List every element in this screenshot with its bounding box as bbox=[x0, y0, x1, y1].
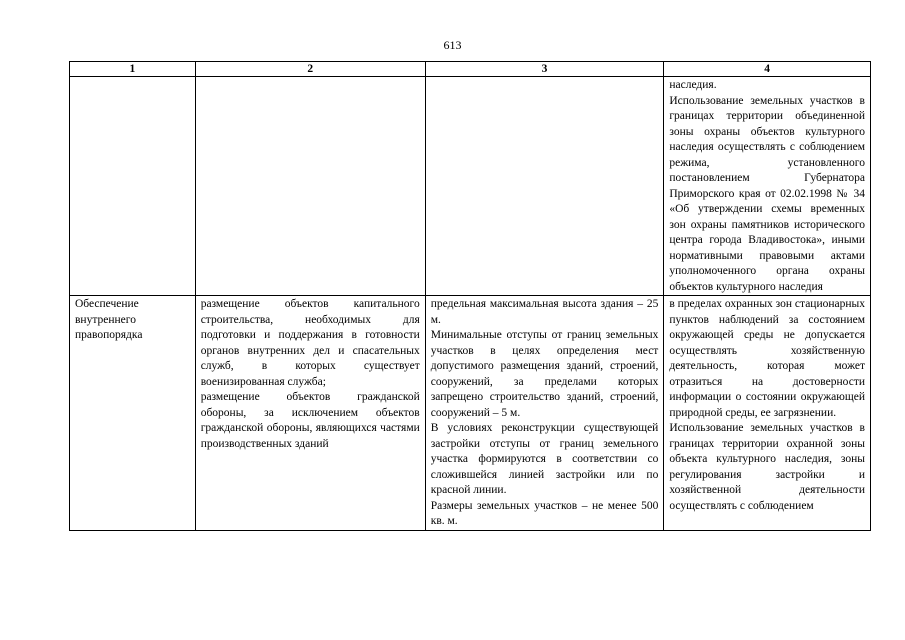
row2-col3-paragraph: Минимальные отступы от границ земельных участков в целях определения мест допустимого размещения зданий, строений, сооружений, за пределами которых запрещено строительство зданий, строений, сооружений – 5 м. bbox=[430, 329, 659, 419]
row1-col4-cell bbox=[664, 77, 871, 296]
page-number: 613 bbox=[443, 38, 462, 52]
header-col-2: 2 bbox=[195, 62, 425, 77]
header-col-4: 4 bbox=[664, 62, 871, 77]
row1-col3-cell bbox=[425, 77, 664, 296]
table-row bbox=[70, 77, 871, 296]
table-row bbox=[70, 296, 871, 531]
row2-col3-paragraph: Размеры земельных участков – не менее 500 кв. м. bbox=[430, 499, 659, 527]
row1-col4-paragraph: наследия. bbox=[669, 79, 717, 91]
header-col-3: 3 bbox=[425, 62, 664, 77]
zoning-table bbox=[69, 61, 871, 531]
row2-col3-paragraph: В условиях реконструкции существующей застройки отступы от границ земельного участка формируются в соответствии со сложившейся линией застройки или по красной линии. bbox=[430, 422, 659, 496]
table-header-row bbox=[70, 62, 871, 77]
row2-col2-paragraph: размещение объектов капитального строительства, необходимых для подготовки и поддержания в готовности органов внутренних дел и спасательных служб, в которых существует военизированная служба; bbox=[200, 298, 420, 388]
row2-col3-paragraph: предельная максимальная высота здания – 25 м. bbox=[430, 298, 659, 326]
row1-col2-cell bbox=[195, 77, 425, 296]
row2-col4-cell bbox=[664, 296, 871, 531]
header-col-1: 1 bbox=[70, 62, 196, 77]
row2-col2-cell bbox=[195, 296, 425, 531]
row2-col3-cell bbox=[425, 296, 664, 531]
row1-col4-paragraph: Использование земельных участков в границах территории объединенной зоны охраны объектов культурного наследия осуществлять с соблюдением режима, установленного постановлением Губернатора Приморского края от 02.02.1998 № 34 «Об утверждении схемы временных зон охраны памятников исторического центра города Владивостока», иными нормативными правовыми актами уполномоченного органа охраны объектов культурного наследия bbox=[669, 94, 865, 293]
row2-col4-paragraph: Использование земельных участков в границах территории охранной зоны объекта культурного наследия, зоны регулирования застройки и хозяйственной деятельности осуществлять с соблюдением bbox=[669, 422, 865, 512]
row2-use-name-cell: Обеспечение внутреннего правопорядка bbox=[70, 296, 196, 531]
row1-col1-cell bbox=[70, 77, 196, 296]
row2-col2-paragraph: размещение объектов гражданской обороны, за исключением объектов гражданской обороны, являющихся частями производственных зданий bbox=[200, 391, 420, 450]
row2-col4-paragraph: в пределах охранных зон стационарных пунктов наблюдений за состоянием окружающей среды не допускается осуществлять хозяйственную деятельность, которая может отразиться на достоверности информации о состоянии окружающей природной среды, ее загрязнении. bbox=[669, 298, 865, 419]
